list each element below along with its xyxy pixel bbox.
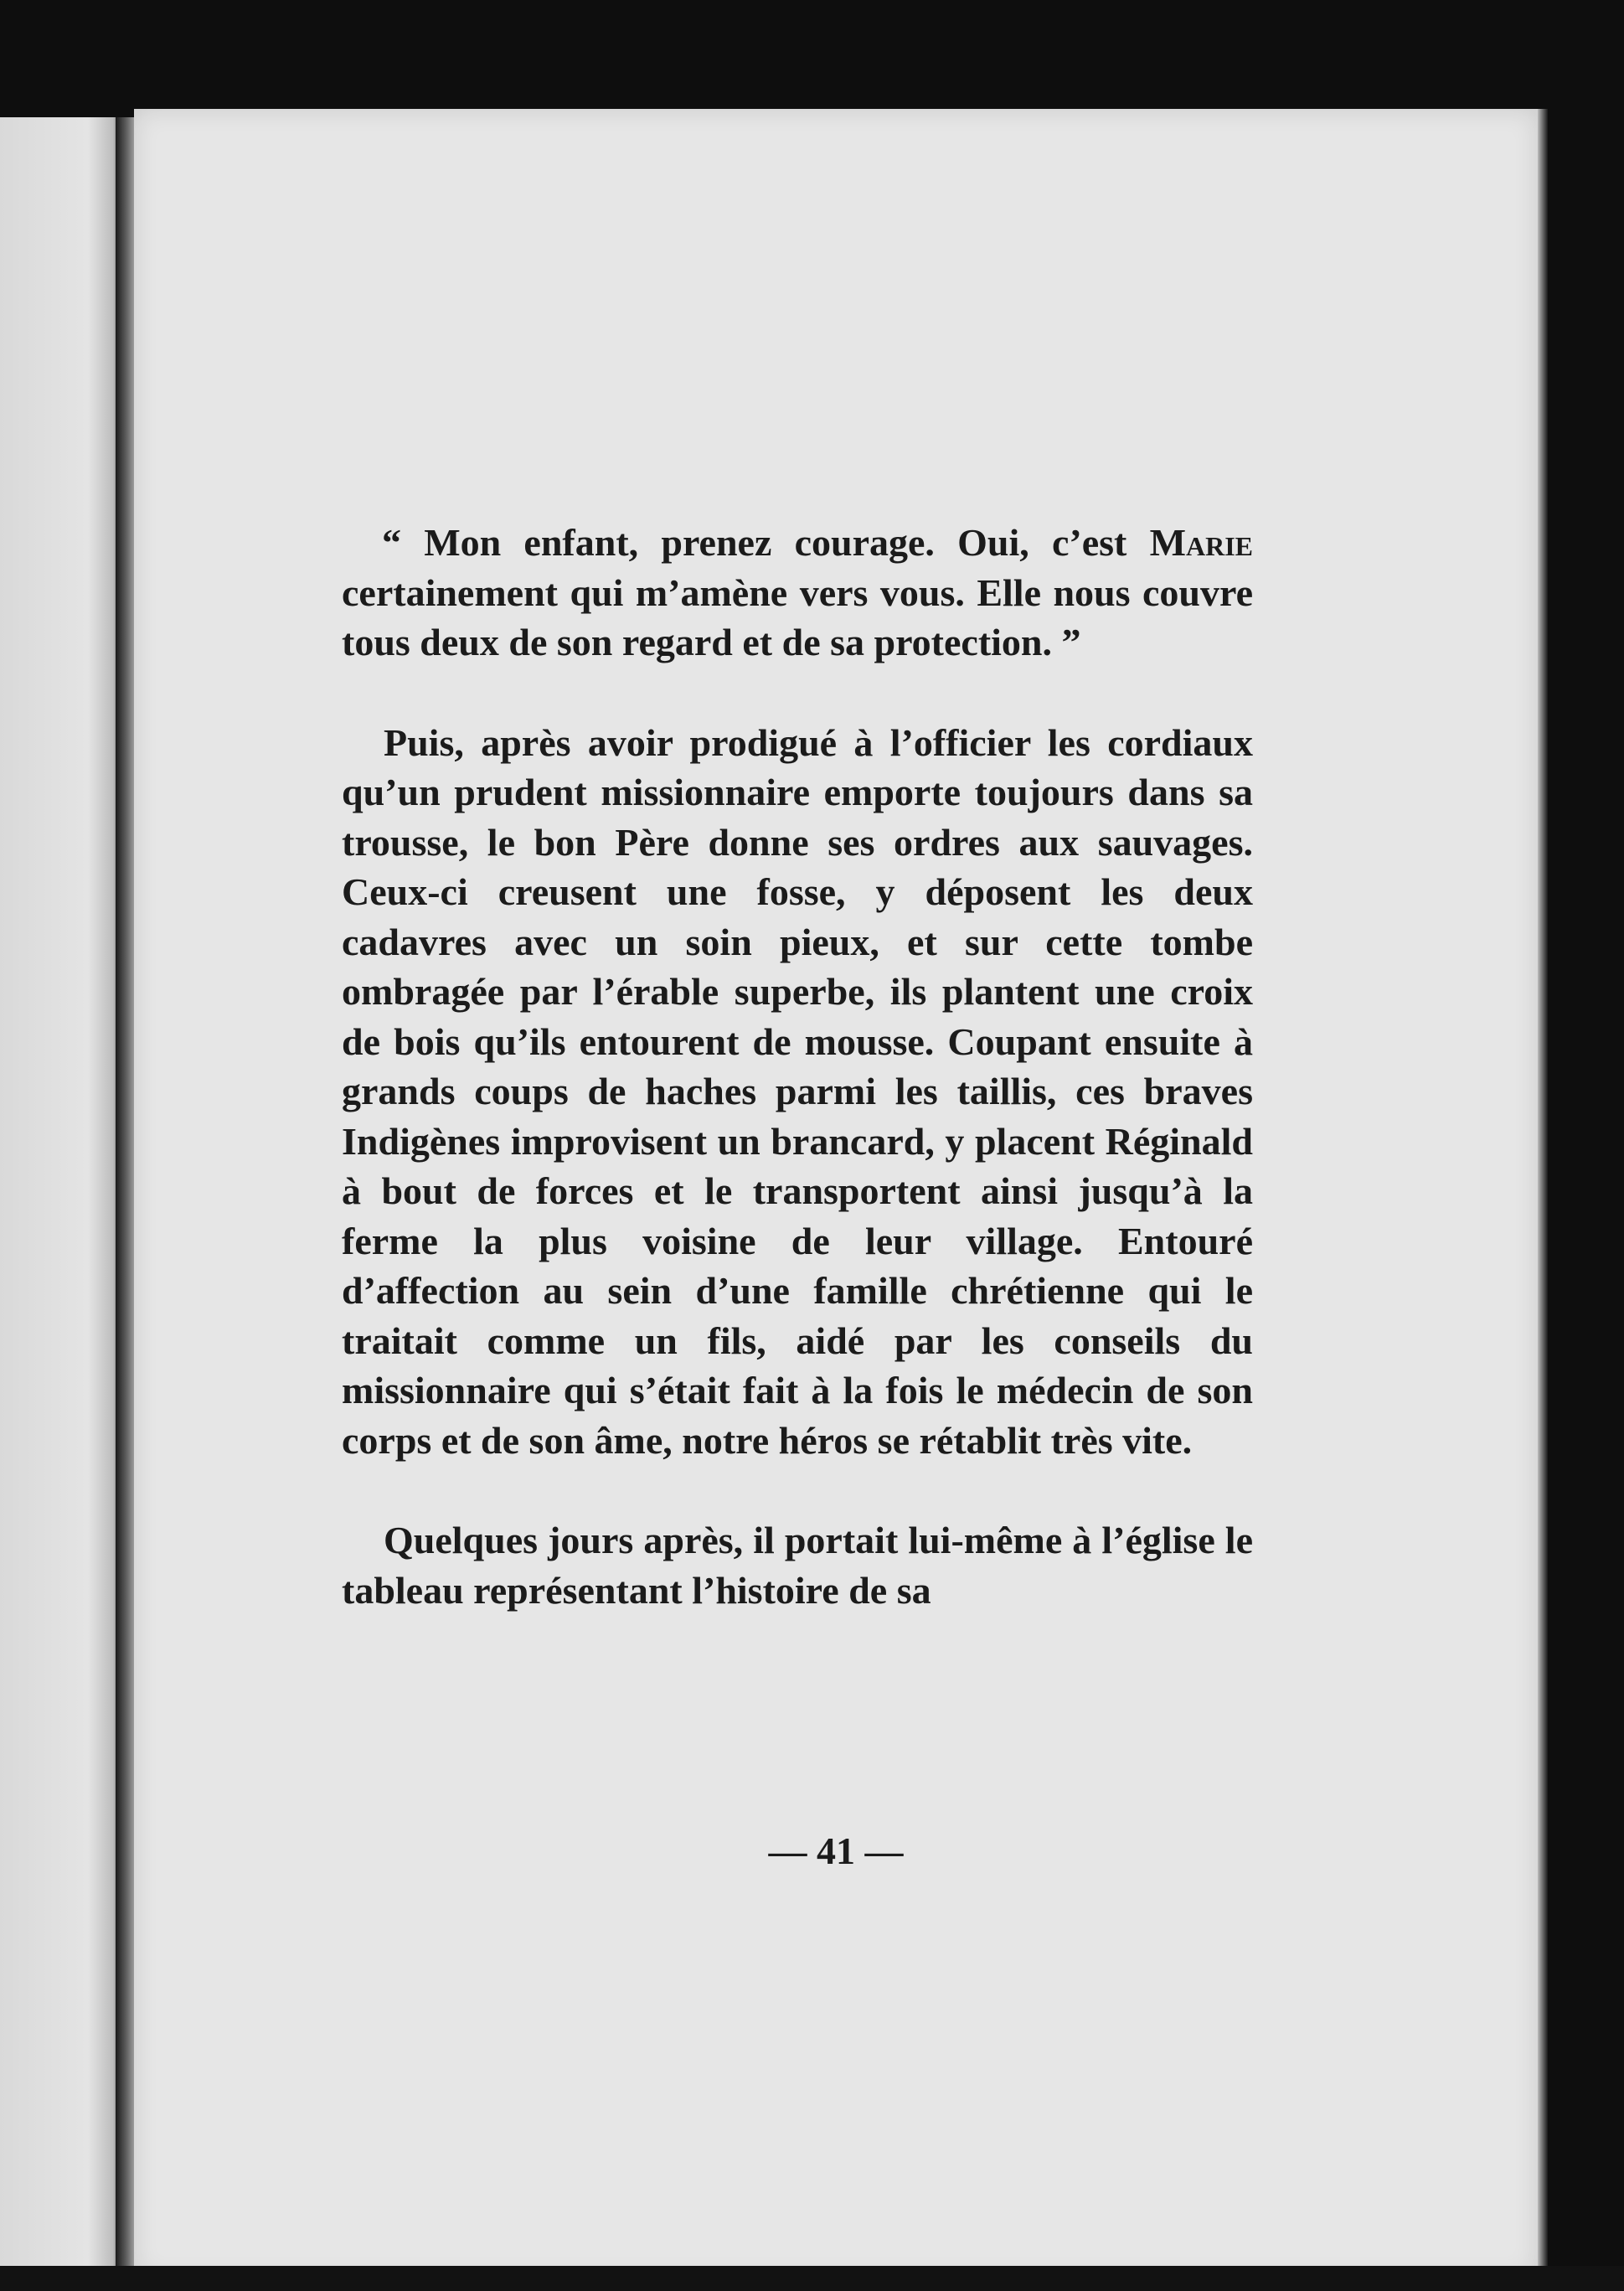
bottom-shadow <box>0 2266 1624 2291</box>
body-text <box>342 518 1253 1615</box>
name-marie: Marie <box>1149 521 1253 564</box>
paragraph-narrative: Puis, après avoir prodigué à l’officier les cordiaux qu’un prudent missionnaire emporte toujours dans sa trousse, le bon Père donne ses ordres aux sauvages. Ceux-ci creusent une fosse, y déposent les deux cadavres avec un soin pieux, et sur cette tombe ombragée par l’érable superbe, ils plantent une croix de bois qu’ils entourent de mousse. Coupant ensuite à grands coups de haches parmi les taillis, ces braves Indigènes improvisent un brancard, y placent Réginald à bout de forces et le transportent ainsi jusqu’à la ferme la plus voisine de leur village. Entouré d’affection au sein d’une famille chrétienne qui le traitait comme un fils, aidé par les conseils du missionnaire qui s’était fait à la fois le médecin de son corps et de son âme, notre héros se rétablit très vite. <box>342 720 1253 1462</box>
paragraph-closing: Quelques jours après, il portait lui-même à l’église le tableau représentant l’histoire de sa <box>342 1519 1253 1612</box>
page-number: — 41 — <box>768 1829 904 1872</box>
paragraph-quote <box>342 518 1253 668</box>
quote-part-2: certainement qui m’amène vers vous. Elle nous couvre tous deux de son regard et de sa protection. ” <box>342 570 1253 663</box>
paragraph-gap <box>342 668 1253 718</box>
page-right-edge <box>1538 109 1548 2278</box>
left-page-edge <box>0 117 126 2270</box>
paragraph-gap <box>342 1465 1253 1515</box>
quote-part-1: “ Mon enfant, prenez courage. Oui, c’est <box>382 521 1150 564</box>
